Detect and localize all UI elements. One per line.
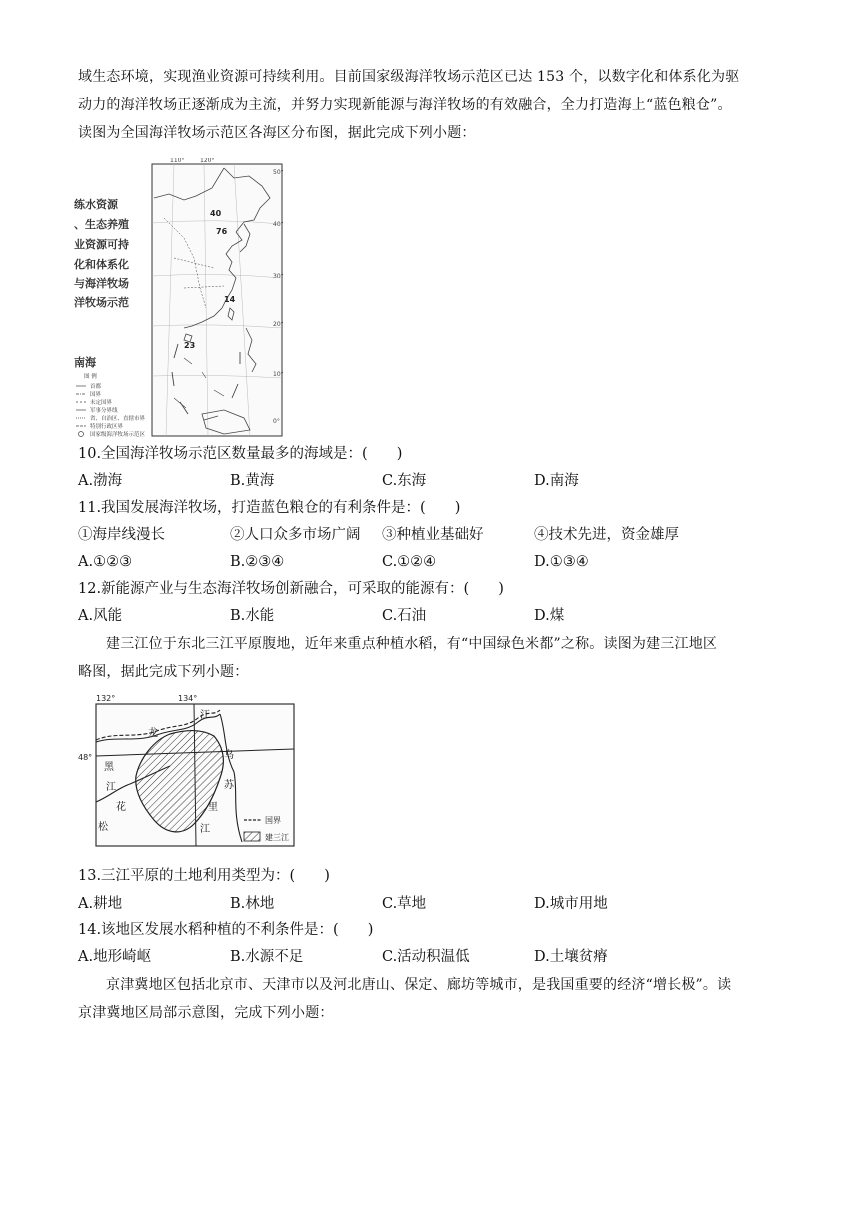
q13-options xyxy=(78,894,778,914)
q13-stem: 13.三江平原的土地利用类型为：( ) xyxy=(78,868,330,884)
map1-side-text-5: 与海洋牧场 xyxy=(74,277,129,290)
q13-option-b[interactable]: B.林地 xyxy=(230,896,275,912)
q10-option-b[interactable]: B.黄海 xyxy=(230,473,275,489)
map1-legend-province: 省、自治区、直辖市界 xyxy=(90,416,146,422)
q14-option-b[interactable]: B.水源不足 xyxy=(230,949,304,965)
q10-options xyxy=(78,471,778,491)
map2-char-wu: 乌 xyxy=(224,750,234,761)
map1-count-yellow: 76 xyxy=(216,227,228,236)
map1-side-text-6: 洋牧场示范 xyxy=(74,296,129,309)
q11-condition-2: ②人口众多市场广阔 xyxy=(230,527,361,543)
q10-option-a[interactable]: A.渤海 xyxy=(78,473,123,489)
q11-option-d[interactable]: D.①③④ xyxy=(534,554,589,570)
map1-lon-120: 120° xyxy=(200,158,215,164)
q11-stem: 11.我国发展海洋牧场，打造蓝色粮仓的有利条件是：( ) xyxy=(78,500,461,516)
map2-char-song: 松 xyxy=(98,822,108,833)
map2-lon-134: 134° xyxy=(178,694,198,703)
map1-legend-capital: 首都 xyxy=(90,384,102,390)
q13-option-c[interactable]: C.草地 xyxy=(382,896,427,912)
q11-option-c[interactable]: C.①②④ xyxy=(382,554,437,570)
intro3-line-2: 京津冀地区局部示意图，完成下列小题： xyxy=(78,1005,334,1021)
map1-side-text-2: 、生态养殖 xyxy=(74,218,129,231)
q14-option-a[interactable]: A.地形崎岖 xyxy=(78,949,152,965)
marine-ranch-map xyxy=(74,158,294,438)
q10-option-d[interactable]: D.南海 xyxy=(534,473,579,489)
q12-stem: 12.新能源产业与生态海洋牧场创新融合，可采取的能源有：( ) xyxy=(78,581,504,597)
q14-options xyxy=(78,947,778,967)
map1-frame xyxy=(152,164,282,436)
jiansanjiang-map xyxy=(74,692,304,852)
q12-option-d[interactable]: D.煤 xyxy=(534,608,565,624)
q14-stem: 14.该地区发展水稻种植的不利条件是：( ) xyxy=(78,922,374,938)
map2-legend-border: 国界 xyxy=(265,816,281,825)
map2-lat-48: 48° xyxy=(78,753,93,762)
map2-char-hua: 花 xyxy=(116,802,126,813)
map1-side-text-1: 练水资源 xyxy=(74,198,118,211)
intro-line-1: 域生态环境，实现渔业资源可持续利用。目前国家级海洋牧场示范区已达 153 个，以数字化和体系化为驱 xyxy=(78,69,740,85)
map1-legend-border: 国界 xyxy=(90,392,102,398)
q10-option-c[interactable]: C.东海 xyxy=(382,473,427,489)
map1-lat-10: 10° xyxy=(273,371,284,378)
q11-options xyxy=(78,552,778,572)
map2-legend-jiansanjiang: 建三江 xyxy=(265,833,289,842)
q12-option-a[interactable]: A.风能 xyxy=(78,608,123,624)
map1-legend-military: 军事分界线 xyxy=(90,408,118,414)
map1-lat-20: 20° xyxy=(273,321,284,328)
q13-option-d[interactable]: D.城市用地 xyxy=(534,896,608,912)
map2-char-jiang-left: 江 xyxy=(106,782,116,793)
intro-line-3: 读图为全国海洋牧场示范区各海区分布图，据此完成下列小题： xyxy=(78,125,476,141)
map1-lat-0: 0° xyxy=(273,418,280,425)
q12-option-c[interactable]: C.石油 xyxy=(382,608,427,624)
map1-legend-title: 图 例 xyxy=(84,374,97,380)
map1-side-text-3: 业资源可持 xyxy=(74,238,129,251)
map1-lat-50: 50° xyxy=(273,169,284,176)
map1-lat-40: 40° xyxy=(273,221,284,228)
intro2-line-2: 略图，据此完成下列小题： xyxy=(78,664,249,680)
map1-side-text-4: 化和体系化 xyxy=(74,258,129,271)
q12-option-b[interactable]: B.水能 xyxy=(230,608,275,624)
q11-condition-3: ③种植业基础好 xyxy=(382,527,484,543)
map1-south-sea-label: 南海 xyxy=(74,356,96,369)
map1-count-south: 23 xyxy=(184,341,196,350)
q11-option-b[interactable]: B.②③④ xyxy=(230,554,285,570)
map2-char-su: 苏 xyxy=(224,780,234,791)
map2-char-li: 里 xyxy=(208,802,218,813)
intro-line-2: 动力的海洋牧场正逐渐成为主流，并努力实现新能源与海洋牧场的有效融合，全力打造海上“蓝色粮仓”。 xyxy=(78,97,732,113)
map1-count-east: 14 xyxy=(224,295,236,304)
q14-option-d[interactable]: D.土壤贫瘠 xyxy=(534,949,608,965)
q12-options xyxy=(78,606,778,626)
q10-stem: 10.全国海洋牧场示范区数量最多的海域是：( ) xyxy=(78,446,403,462)
map1-count-bohai: 40 xyxy=(210,209,222,218)
map2-lon-132: 132° xyxy=(96,694,116,703)
q11-conditions xyxy=(78,525,778,545)
map1-lat-30: 30° xyxy=(273,273,284,280)
map1-legend-ranch: 国家级海洋牧场示范区 xyxy=(90,432,146,438)
q11-condition-4: ④技术先进，资金雄厚 xyxy=(534,527,679,543)
map1-legend-sar: 特别行政区界 xyxy=(90,424,124,430)
map2-char-jiang-right: 江 xyxy=(200,824,210,835)
map2-char-jiang-top: 江 xyxy=(200,710,210,721)
map1-lon-110: 110° xyxy=(170,158,185,164)
map1-legend-undefined: 未定国界 xyxy=(90,400,113,406)
q13-option-a[interactable]: A.耕地 xyxy=(78,896,123,912)
intro2-line-1: 建三江位于东北三江平原腹地，近年来重点种植水稻，有“中国绿色米都”之称。读图为建三江地区 xyxy=(106,636,718,652)
intro3-line-1: 京津冀地区包括北京市、天津市以及河北唐山、保定、廊坊等城市，是我国重要的经济“增长极”。读 xyxy=(106,977,732,993)
map2-char-hei: 黑 xyxy=(104,762,114,773)
map2-char-long: 龙 xyxy=(148,728,158,739)
q11-condition-1: ①海岸线漫长 xyxy=(78,527,165,543)
q14-option-c[interactable]: C.活动积温低 xyxy=(382,949,470,965)
q11-option-a[interactable]: A.①②③ xyxy=(78,554,133,570)
